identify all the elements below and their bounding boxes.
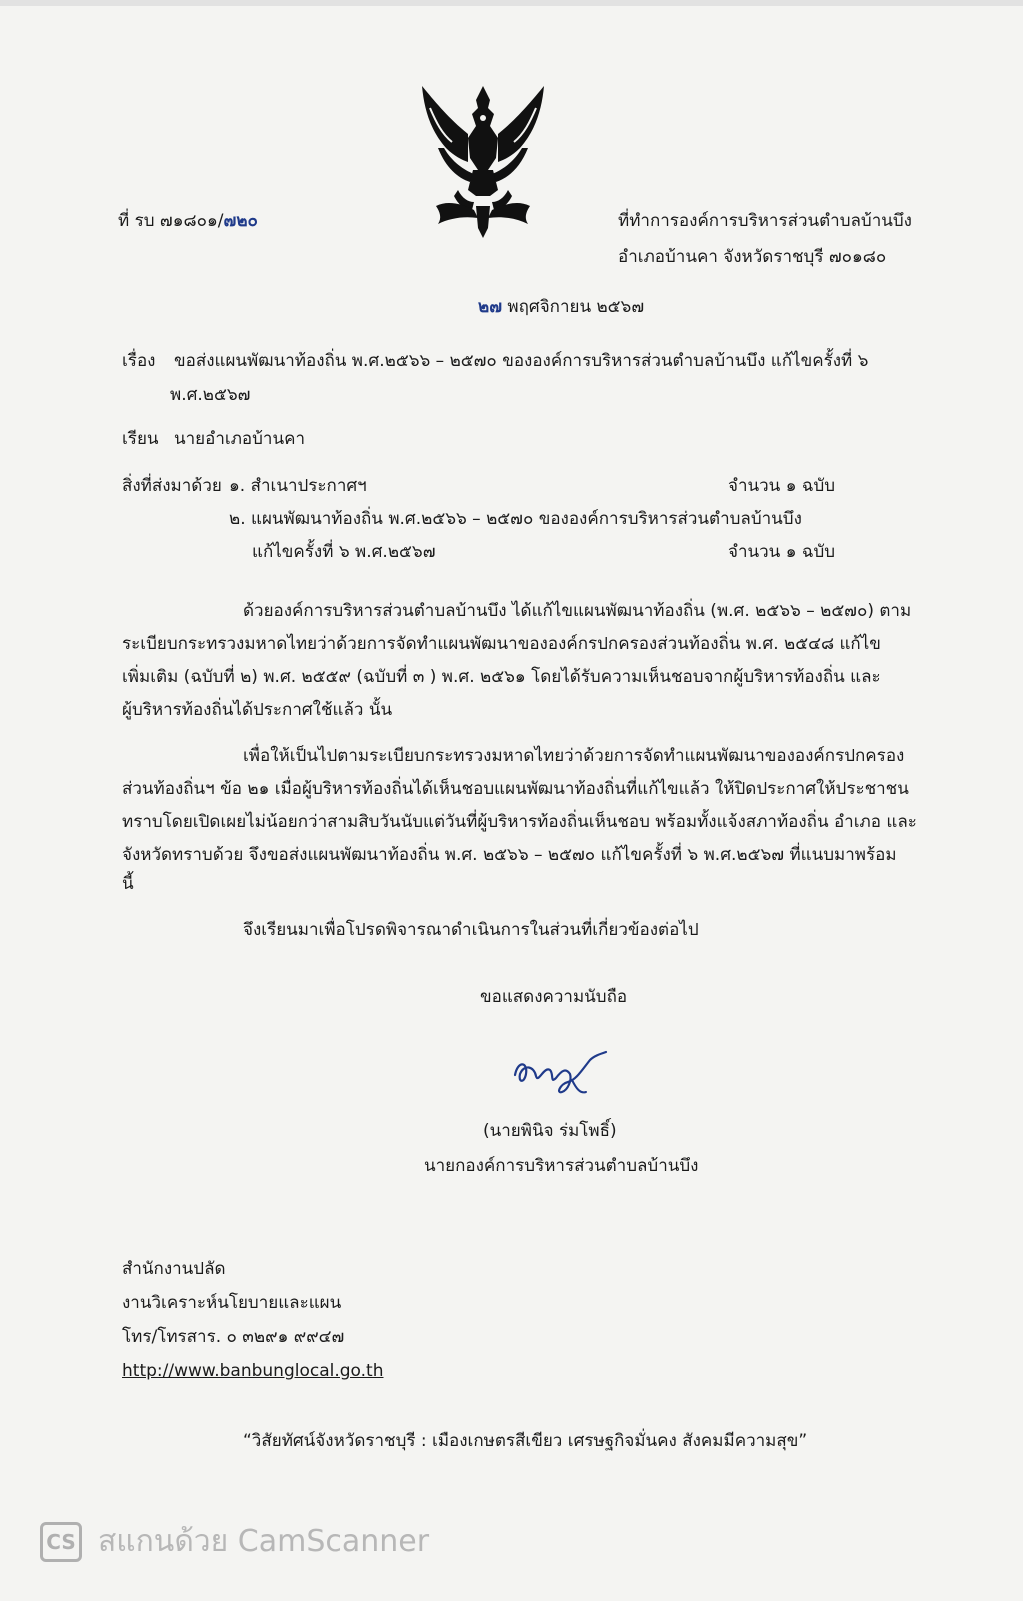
footer-phone: โทร/โทรสาร. ๐ ๓๒๙๑ ๙๙๔๗ [122,1327,345,1347]
to-value: นายอำเภอบ้านคา [174,429,305,449]
subject-line1: ขอส่งแผนพัฒนาท้องถิ่น พ.ศ.๒๕๖๖ – ๒๕๗๐ ขององค์การบริหารส่วนตำบลบ้านบึง แก้ไขครั้งที่ ๖ [174,351,869,371]
reference-prefix: ที่ รบ ๗๑๘๐๑/ [118,211,224,231]
footer-section: งานวิเคราะห์นโยบายและแผน [122,1293,342,1313]
body-p1-line2: ระเบียบกระทรวงมหาดไทยว่าด้วยการจัดทำแผนพัฒนาขององค์กรปกครองส่วนท้องถิ่น พ.ศ. ๒๕๔๘ แก้ไข [122,634,881,654]
letter-date [478,296,644,318]
garuda-emblem-icon [418,78,548,243]
body-p2-line5: นี้ [122,874,134,894]
body-p2-line2: ส่วนท้องถิ่นฯ ข้อ ๒๑ เมื่อผู้บริหารท้องถิ่นได้เห็นชอบแผนพัฒนาท้องถิ่นที่แก้ไขแล้ว ให้ปิดประกาศให้ประชาชน [122,779,909,799]
enclosure-item-2-qty: จำนวน ๑ ฉบับ [728,542,836,562]
signature [510,1040,620,1100]
reference-number [118,210,258,232]
office-address-line2: อำเภอบ้านคา จังหวัดราชบุรี ๗๐๑๘๐ [618,247,887,267]
signer-name: (นายพินิจ ร่มโพธิ์) [483,1121,617,1141]
date-month-year: พฤศจิกายน ๒๕๖๗ [502,297,645,317]
date-day-handwritten: ๒๗ [478,297,502,317]
office-address-line1: ที่ทำการองค์การบริหารส่วนตำบลบ้านบึง [618,211,912,231]
body-p2-line4: จังหวัดทราบด้วย จึงขอส่งแผนพัฒนาท้องถิ่น พ.ศ. ๒๕๖๖ – ๒๕๗๐ แก้ไขครั้งที่ ๖ พ.ศ.๒๕๖๗ ที่แนบมาพร้อม [122,845,897,865]
signer-position: นายกองค์การบริหารส่วนตำบลบ้านบึง [424,1156,699,1176]
body-p1-line1: ด้วยองค์การบริหารส่วนตำบลบ้านบึง ได้แก้ไขแผนพัฒนาท้องถิ่น (พ.ศ. ๒๕๖๖ – ๒๕๗๐) ตาม [243,601,912,621]
subject-label: เรื่อง [122,351,156,371]
enclosure-item-1: ๑. สำเนาประกาศฯ [229,476,367,496]
enclosure-item-2-line1: ๒. แผนพัฒนาท้องถิ่น พ.ศ.๒๕๖๖ – ๒๕๗๐ ขององค์การบริหารส่วนตำบลบ้านบึง [229,509,802,529]
scan-edge [0,0,1023,6]
body-p2-line3: ทราบโดยเปิดเผยไม่น้อยกว่าสามสิบวันนับแต่วันที่ผู้บริหารท้องถิ่นเห็นชอบ พร้อมทั้งแจ้งสภาท้องถิ่น อำเภอ และ [122,812,917,832]
subject-line2: พ.ศ.๒๕๖๗ [170,385,251,405]
camscanner-logo-icon: CS [40,1522,82,1562]
body-p1-line4: ผู้บริหารท้องถิ่นได้ประกาศใช้แล้ว นั้น [122,700,393,720]
body-p2-line1: เพื่อให้เป็นไปตามระเบียบกระทรวงมหาดไทยว่าด้วยการจัดทำแผนพัฒนาขององค์กรปกครอง [243,746,905,766]
to-label: เรียน [122,429,159,449]
enclosure-item-1-qty: จำนวน ๑ ฉบับ [728,476,836,496]
provincial-vision: “วิสัยทัศน์จังหวัดราชบุรี : เมืองเกษตรสีเขียว เศรษฐกิจมั่นคง สังคมมีความสุข” [243,1431,808,1451]
enclosures-label: สิ่งที่ส่งมาด้วย [122,476,222,496]
camscanner-watermark-text: สแกนด้วย CamScanner [98,1524,430,1559]
reference-handwritten: ๗๒๐ [223,211,258,231]
footer-website-link[interactable]: http://www.banbunglocal.go.th [122,1361,384,1381]
body-p1-line3: เพิ่มเติม (ฉบับที่ ๒) พ.ศ. ๒๕๕๙ (ฉบับที่ ๓ ) พ.ศ. ๒๕๖๑ โดยได้รับความเห็นชอบจากผู้บริหารท้องถิ่น และ [122,667,881,687]
body-p3: จึงเรียนมาเพื่อโปรดพิจารณาดำเนินการในส่วนที่เกี่ยวข้องต่อไป [243,920,699,940]
enclosure-item-2-line2: แก้ไขครั้งที่ ๖ พ.ศ.๒๕๖๗ [252,542,436,562]
closing-regards: ขอแสดงความนับถือ [480,987,628,1007]
footer-office: สำนักงานปลัด [122,1259,226,1279]
